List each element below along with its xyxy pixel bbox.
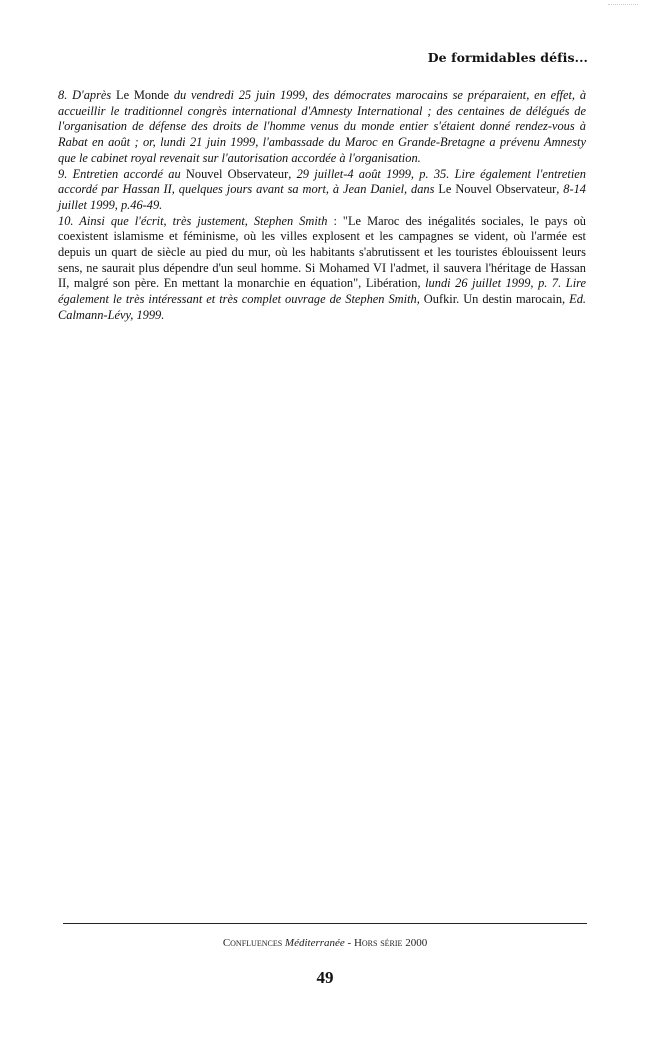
journal-name: Confluences (222, 937, 283, 949)
note-10 (58, 214, 586, 324)
journal-footer (0, 937, 650, 949)
note-9 (58, 167, 586, 214)
note-text: Ainsi que l'écrit, très justement, Stephen Smith (73, 213, 328, 228)
journal-subtitle: Méditerranée (284, 937, 345, 949)
note-text: , lundi 26 juillet 1999, p. 7. Lire également le très intéressant et très complet ouvrage de Stephen Smith, (58, 276, 586, 307)
endnotes (58, 88, 586, 324)
publication-title: Nouvel Observateur (185, 166, 289, 181)
note-number: 8. (58, 88, 68, 102)
issue-label: Hors série (353, 937, 403, 949)
note-text: Entretien accordé au (67, 166, 186, 181)
publication-title: Le Monde (116, 88, 170, 102)
note-number: 9. (58, 166, 68, 181)
page-number: 49 (316, 968, 334, 987)
scan-artifact (608, 4, 638, 9)
note-8 (58, 88, 586, 167)
footer-rule (63, 923, 587, 924)
note-text: , 29 juillet-4 août 1999, p. 35. Lire également l'entretien accordé par Hassan II, quelques jours avant sa mort, à Jean Daniel, dans (58, 166, 586, 197)
running-head: De formidables défis... (427, 50, 588, 65)
note-number: 10. (58, 213, 74, 228)
note-text: , Ed. Calmann-Lévy, 1999. (58, 292, 586, 322)
note-text: , 8-14 juillet 1999, p.46-49. (58, 182, 586, 212)
separator: - (344, 937, 354, 949)
note-text: du vendredi 25 juin 1999, des démocrates marocains se préparaient, en effet, à accueillir le traditionnel congrès international d'Amnesty International ; des centaines de délégués de l'organisation de défense des droits de l'homme venus du monde entier s'étaient donné rendez-vous à Rabat en août ; or, lundi 21 juin 1999, l'ambassade du Maroc en Grande-Bretagne a prévenu Amnesty que le cabinet royal revenait sur l'autorisation accordée à l'organisation. (58, 88, 587, 165)
note-text: D'après (67, 88, 117, 102)
book-title: Oufkir. Un destin marocain (419, 292, 563, 307)
issue-year: 2000 (405, 937, 428, 949)
publication-title: Le Nouvel Observateur (438, 182, 557, 197)
quotation: : "Le Maroc des inégalités sociales, le pays où coexistent islamisme et féminisme, où les villes explosent et les campagnes se vident, où l'armée est depuis un quart de siècle au pied du mur, où les habitants s'abrutissent et les touristes éblouissent leurs sens, ne saurait plus dépendre d'un seul homme. Si Mohamed VI l'admet, il sauvera l'héritage de Hassan II, malgré son père. En mettant la monarchie en équation", Libération (58, 213, 586, 291)
